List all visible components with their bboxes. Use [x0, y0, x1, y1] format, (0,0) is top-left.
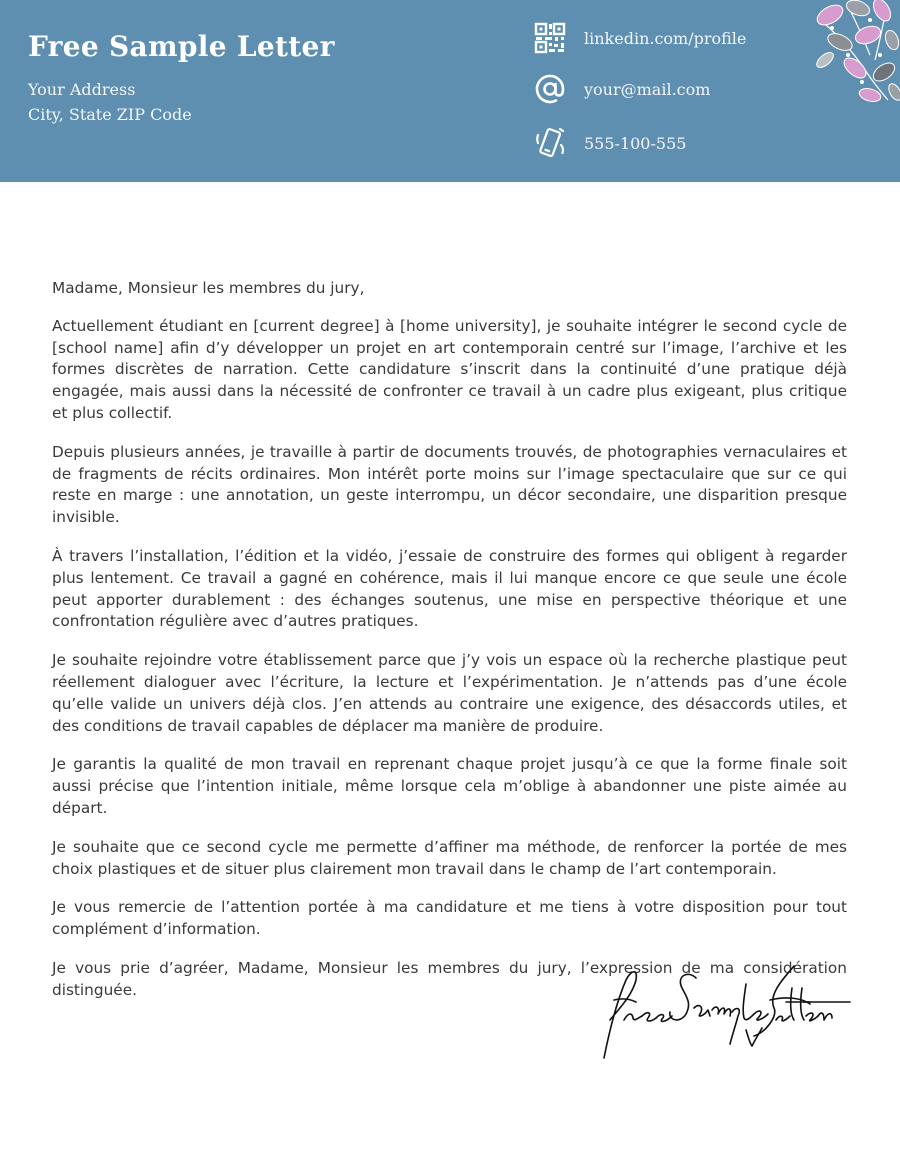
at-sign-icon	[532, 71, 568, 107]
contact-linkedin[interactable]	[532, 20, 746, 56]
paragraph: Depuis plusieurs années, je travaille à partir de documents trouvés, de photographies vernaculaires et de fragments de récits ordinaires. Mon intérêt porte moins sur l’image spectaculaire que sur ce qui reste en marge : une annotation, un geste interrompu, un décor secondaire, une disparition presque invisible.	[52, 442, 847, 527]
qr-code-icon	[532, 20, 568, 56]
letter-body	[52, 278, 847, 1019]
salutation: Madame, Monsieur les membres du jury,	[52, 279, 365, 297]
contact-linkedin-text: linkedin.com/profile	[584, 28, 747, 48]
letter-header	[0, 0, 900, 182]
closing-paragraph: Je vous prie d’agréer, Madame, Monsieur les membres du jury, l’expression de ma considération distinguée.	[52, 958, 847, 999]
contact-email-text: your@mail.com	[584, 79, 711, 99]
sender-address-line1: Your Address	[28, 80, 136, 99]
paragraph: Actuellement étudiant en [current degree] à [home university], je souhaite intégrer le second cycle de [school name] afin d’y développer un projet en art contemporain centré sur l’image, l’archive et les formes discrètes de narration. Cette candidature s’inscrit dans la continuité d’une pratique déjà engagée, mais aussi dans la nécessité de confronter ce travail à un cadre plus exigeant, plus critique et plus collectif.	[52, 316, 847, 422]
paragraph: Je vous remercie de l’attention portée à ma candidature et me tiens à votre disposition pour tout complément d’information.	[52, 898, 847, 939]
contact-email[interactable]	[532, 71, 710, 107]
floral-decoration	[810, 0, 900, 110]
contact-phone[interactable]	[532, 125, 686, 161]
handwritten-signature	[596, 958, 856, 1063]
paragraph: À travers l’installation, l’édition et la vidéo, j’essaie de construire des formes qui obligent à regarder plus lentement. Ce travail a gagné en cohérence, mais il lui manque encore ce que seule une école peut apporter durablement : des échanges soutenus, une mise en perspective théorique et une confrontation régulière avec d’autres pratiques.	[52, 546, 847, 631]
phone-icon	[532, 125, 568, 161]
paragraph: Je garantis la qualité de mon travail en reprenant chaque projet jusqu’à ce que la forme finale soit aussi précise que l’intention initiale, même lorsque cela m’oblige à abandonner une piste aimée au départ.	[52, 755, 847, 817]
sender-name: Free Sample Letter	[28, 30, 335, 63]
paragraph: Je souhaite que ce second cycle me permette d’affiner ma méthode, de renforcer la portée de mes choix plastiques et de situer plus clairement mon travail dans le champ de l’art contemporain.	[52, 837, 847, 878]
sender-address-line2: City, State ZIP Code	[28, 105, 192, 124]
contact-phone-text: 555-100-555	[584, 133, 687, 153]
paragraph: Je souhaite rejoindre votre établissement parce que j’y vois un espace où la recherche plastique peut réellement dialoguer avec l’écriture, la lecture et l’expérimentation. Je n’attends pas d’une école qu’elle valide un univers déjà clos. J’en attends au contraire une exigence, des désaccords utiles, et des conditions de travail capables de déplacer ma manière de produire.	[52, 651, 847, 735]
